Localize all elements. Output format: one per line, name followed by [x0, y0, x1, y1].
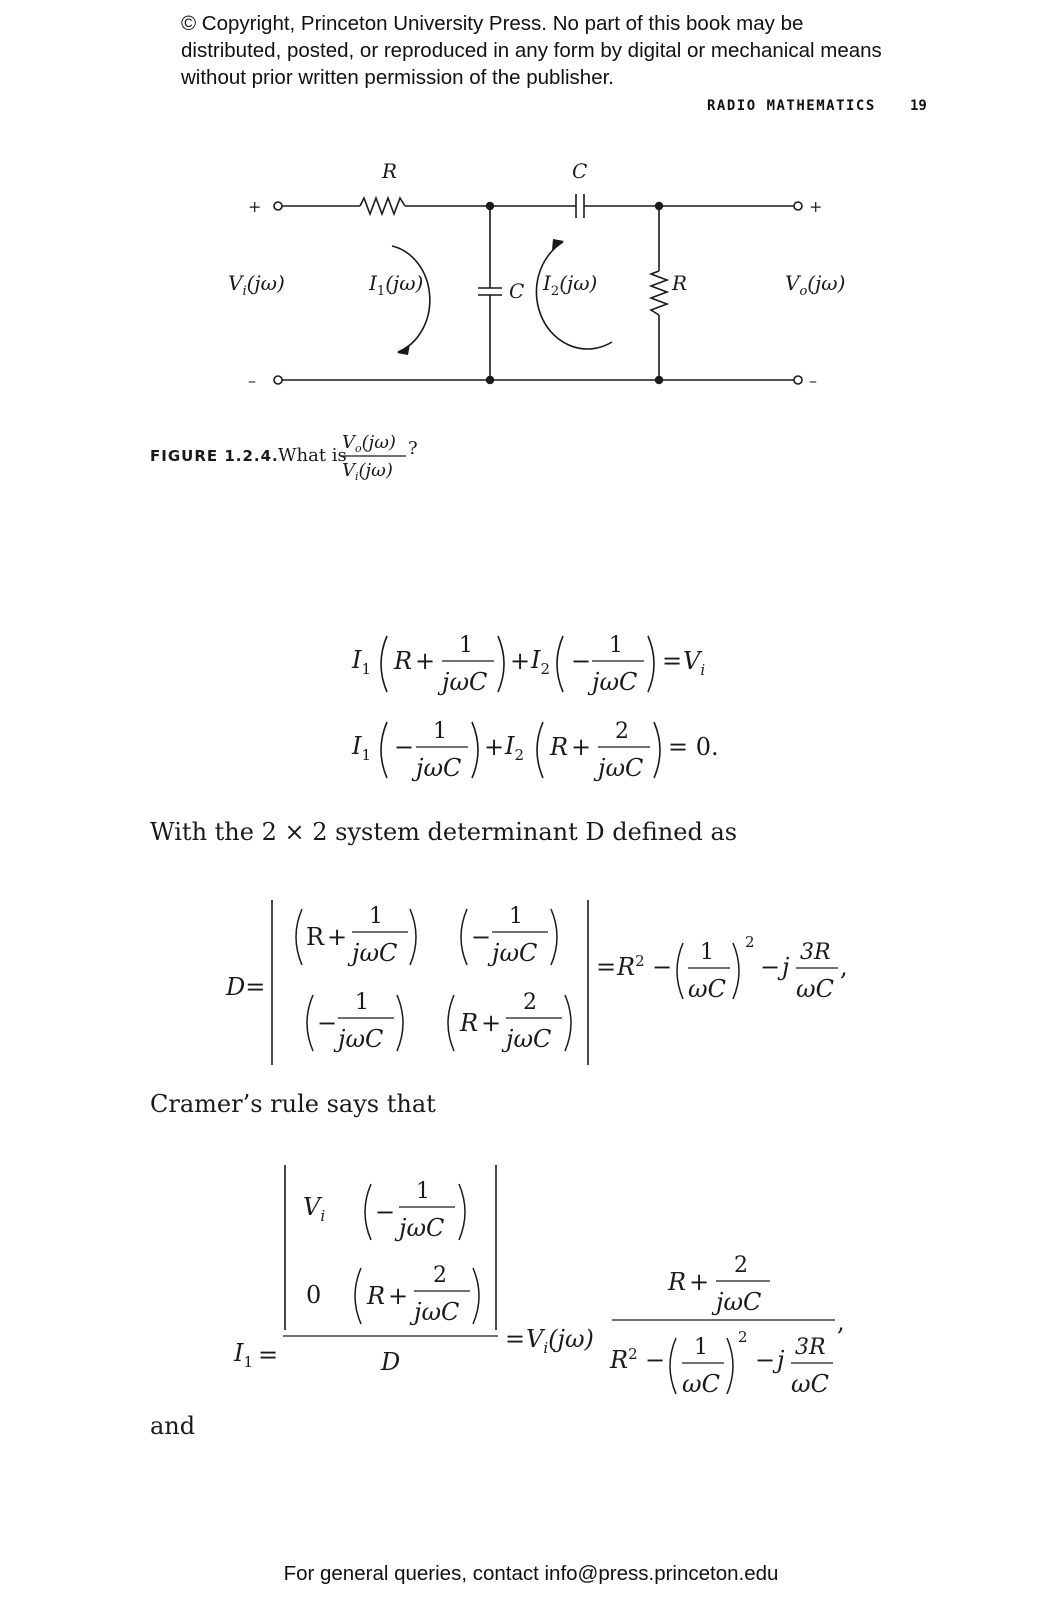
svg-text:−: −: [645, 1346, 666, 1374]
loop-current-arrow-1: [392, 246, 430, 352]
svg-text:jωC: jωC: [716, 1288, 762, 1316]
circuit-diagram: [0, 150, 1050, 400]
svg-text:ωC: ωC: [682, 1370, 720, 1398]
determinant-result: [596, 933, 848, 1003]
svg-text:=: =: [596, 953, 617, 981]
svg-text:1: 1: [700, 940, 714, 965]
svg-text:=: =: [258, 1341, 279, 1369]
svg-text:−: −: [317, 1009, 338, 1037]
label-loop-current-2: $I_2(j\omega)$: [543, 271, 598, 299]
svg-text:ωC: ωC: [688, 975, 726, 1003]
determinant-symbol: D=: [226, 973, 266, 1001]
matrix-cell-neg-term: [365, 1179, 465, 1242]
svg-text:−: −: [760, 953, 781, 981]
svg-text:1: 1: [459, 633, 473, 658]
paragraph-determinant-intro: With the 2 × 2 system determinant D defined as: [150, 818, 738, 846]
svg-text:I1: $I_1$: [352, 646, 372, 678]
svg-text:2: 2: [734, 1253, 748, 1278]
matrix-cell-21: [307, 990, 403, 1053]
svg-text:+: +: [481, 1009, 502, 1037]
input-terminal-top: [274, 202, 282, 210]
label-shunt-capacitor: C: [509, 279, 525, 303]
svg-text:3R: 3R: [800, 940, 831, 965]
svg-text:R: R: [367, 1282, 386, 1310]
denominator-d: D: [381, 1348, 401, 1376]
svg-text:−: −: [375, 1198, 396, 1226]
label-output-plus: +: [809, 197, 823, 216]
svg-text:−: −: [471, 923, 492, 951]
svg-text:I2: $I_2$: [505, 732, 525, 764]
svg-text:jωC: jωC: [598, 754, 644, 782]
svg-text:R: R: [306, 923, 325, 951]
svg-text:R2: $R^2$: [610, 1345, 638, 1374]
svg-text:2: 2: [738, 1328, 748, 1346]
equation-2: [351, 719, 719, 782]
svg-text:I2: $I_2$: [531, 646, 551, 678]
label-input-minus: –: [248, 371, 256, 390]
svg-text:1: 1: [369, 904, 383, 929]
svg-text:ωC: ωC: [796, 975, 834, 1003]
svg-text:j: j: [777, 1346, 785, 1374]
svg-text:jωC: jωC: [592, 668, 638, 696]
svg-text:R2: $R^2$: [617, 952, 645, 981]
determinant-equation: [0, 895, 1050, 1080]
cramer-equation: [0, 1160, 1050, 1420]
svg-text:2: 2: [523, 990, 537, 1015]
matrix-cell-22: [448, 990, 571, 1053]
svg-text:=: =: [662, 647, 683, 675]
svg-text:R: R: [668, 1268, 687, 1296]
resistor-series: [360, 198, 405, 214]
svg-text:=: =: [505, 1325, 526, 1353]
input-terminal-bottom: [274, 376, 282, 384]
svg-text:Vo(jω): $V_o(j\omega)$: [342, 432, 396, 455]
resistor-shunt: [651, 271, 667, 315]
caption-fraction: [340, 430, 430, 490]
svg-text:+: +: [484, 733, 505, 761]
svg-text:3R: 3R: [795, 1335, 826, 1360]
svg-text:1: 1: [694, 1335, 708, 1360]
svg-text:jωC: jωC: [352, 939, 398, 967]
svg-text:+: +: [388, 1282, 409, 1310]
label-series-resistor: R: [382, 159, 398, 183]
svg-text:jωC: jωC: [414, 1298, 460, 1326]
mesh-equations: [0, 618, 1050, 798]
output-terminal-bottom: [794, 376, 802, 384]
svg-text:+: +: [571, 733, 592, 761]
paragraph-and: and: [150, 1412, 196, 1440]
cramer-numerator: [667, 1253, 770, 1316]
svg-text:R: R: [550, 733, 569, 761]
svg-text:+: +: [327, 923, 348, 951]
svg-text:R: R: [460, 1009, 479, 1037]
svg-text:jωC: jωC: [338, 1025, 384, 1053]
footer-contact-text: For general queries, contact info@press.princeton.edu: [283, 1562, 779, 1585]
label-loop-current-1: $I_1(j\omega)$: [369, 271, 424, 299]
svg-text:Vi: $V_i$: [683, 647, 706, 679]
svg-text:,: ,: [840, 953, 848, 981]
svg-text:?: ?: [408, 438, 418, 459]
label-output-minus: –: [809, 371, 817, 390]
svg-text:1: 1: [509, 904, 523, 929]
label-output-voltage: $V_o(j\omega)$: [785, 271, 846, 299]
label-input-voltage: $V_i(j\omega)$: [228, 271, 285, 299]
svg-text:= 0.: = 0.: [668, 733, 719, 761]
label-input-plus: +: [248, 197, 262, 216]
svg-text:2: 2: [745, 933, 755, 951]
svg-text:,: ,: [837, 1308, 845, 1336]
loop-current-arrow-2: [536, 242, 612, 349]
svg-text:1: 1: [609, 633, 623, 658]
svg-text:jωC: jωC: [416, 754, 462, 782]
matrix-cell-r-term: [355, 1263, 479, 1326]
svg-text:1: 1: [416, 1179, 430, 1204]
cramer-vi-factor: $V_i(j\omega)$: [526, 1325, 594, 1357]
figure-caption-text: What is: [278, 445, 347, 466]
svg-text:+: +: [689, 1268, 710, 1296]
copyright-notice: © Copyright, Princeton University Press. No part of this book may be distributed, posted, or reproduced in any form by digital or mechanical means without prior written permission of the publisher.: [181, 12, 882, 89]
svg-text:I1: $I_1$: [234, 1339, 254, 1371]
svg-text:+: +: [510, 647, 531, 675]
svg-text:jωC: jωC: [492, 939, 538, 967]
cramer-denominator: [609, 1328, 833, 1398]
svg-text:−: −: [652, 953, 673, 981]
matrix-cell-zero: 0: [306, 1281, 322, 1309]
svg-text:R: R: [394, 647, 413, 675]
svg-text:1: 1: [433, 719, 447, 744]
page-number: 19: [910, 98, 927, 114]
svg-text:+: +: [415, 647, 436, 675]
matrix-cell-11: [296, 904, 416, 967]
equation-1: [351, 633, 705, 696]
matrix-cell-12: [461, 904, 557, 967]
svg-text:−: −: [755, 1346, 776, 1374]
svg-text:j: j: [782, 953, 790, 981]
svg-text:1: 1: [355, 990, 369, 1015]
output-terminal-top: [794, 202, 802, 210]
running-head: RADIO MATHEMATICS: [707, 98, 876, 114]
svg-text:jωC: jωC: [442, 668, 488, 696]
svg-text:Vi(jω): $V_i(j\omega)$: [342, 460, 393, 483]
svg-text:jωC: jωC: [506, 1025, 552, 1053]
svg-text:2: 2: [433, 1263, 447, 1288]
svg-text:2: 2: [615, 719, 629, 744]
figure-caption-label: FIGURE 1.2.4.: [150, 447, 279, 465]
svg-text:−: −: [571, 647, 592, 675]
svg-text:I1: $I_1$: [352, 732, 372, 764]
label-shunt-resistor: R: [672, 271, 688, 295]
svg-text:ωC: ωC: [791, 1370, 829, 1398]
svg-text:jωC: jωC: [399, 1214, 445, 1242]
label-series-capacitor: C: [572, 159, 588, 183]
footer-contact: [0, 1562, 1050, 1586]
svg-text:−: −: [394, 733, 415, 761]
paragraph-cramer-intro: Cramer’s rule says that: [150, 1090, 436, 1118]
matrix-cell-vi: $V_i$: [303, 1193, 326, 1225]
